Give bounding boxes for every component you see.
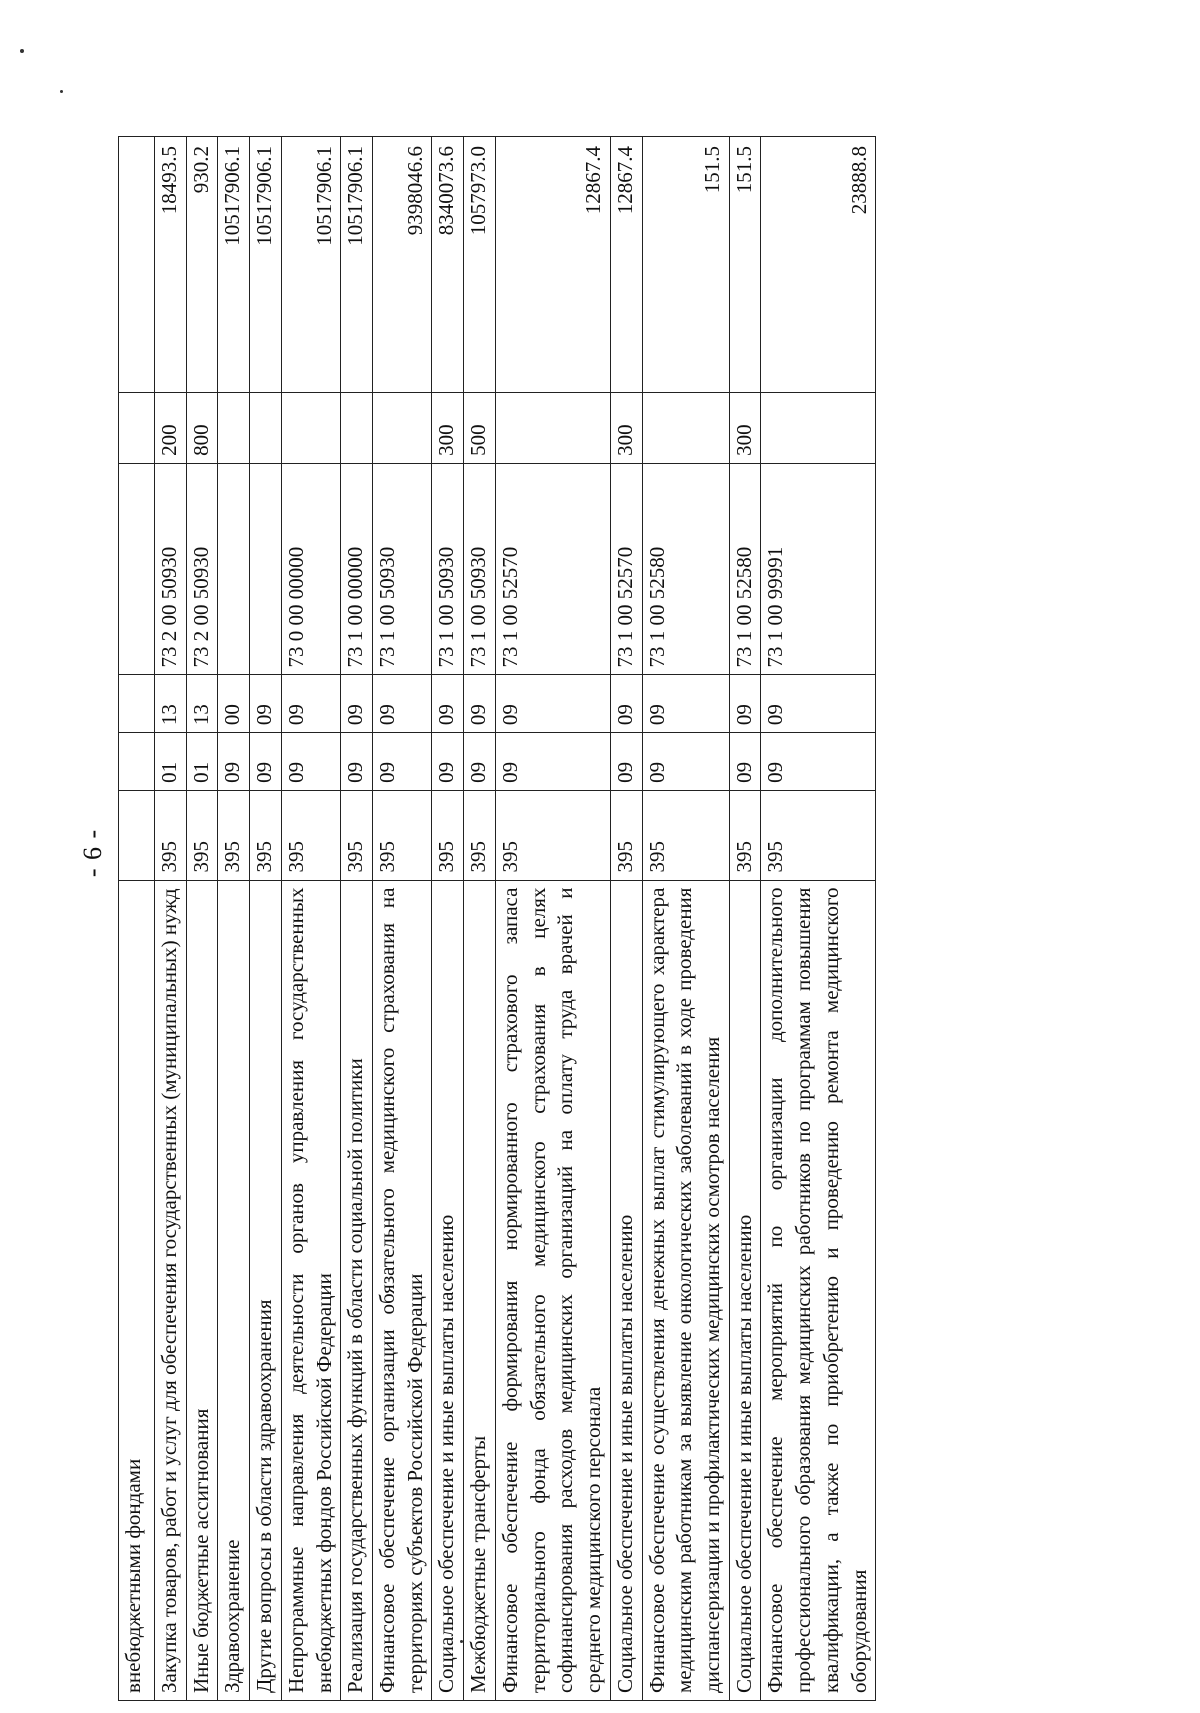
- cell-grbs: 395: [495, 790, 610, 880]
- cell-expense-type: 300: [610, 393, 642, 464]
- cell-expense-type: [218, 393, 250, 464]
- table-row: [610, 137, 642, 1701]
- cell-target-article: 73 0 00 00000: [281, 463, 340, 675]
- cell-section: 09: [495, 733, 610, 791]
- table-row: [373, 137, 432, 1701]
- cell-section: 09: [610, 733, 642, 791]
- cell-grbs: 395: [250, 790, 282, 880]
- cell-section: 09: [281, 733, 340, 791]
- cell-target-article: [218, 463, 250, 675]
- cell-target-article: 73 1 00 00000: [341, 463, 373, 675]
- cell-target-article: 73 2 00 50930: [186, 463, 218, 675]
- cell-expense-type: 500: [464, 393, 496, 464]
- cell-amount: [119, 137, 155, 393]
- table-row: [761, 137, 876, 1701]
- cell-amount: 10517906.1: [281, 137, 340, 393]
- cell-section: 09: [341, 733, 373, 791]
- cell-subsection: 13: [155, 675, 187, 733]
- table-row: [218, 137, 250, 1701]
- cell-expense-type: 300: [432, 393, 464, 464]
- cell-expense-type: [495, 393, 610, 464]
- table-row: [119, 137, 155, 1701]
- cell-target-article: [119, 463, 155, 675]
- cell-grbs: 395: [432, 790, 464, 880]
- cell-grbs: [119, 790, 155, 880]
- cell-amount: 10517906.1: [341, 137, 373, 393]
- cell-grbs: 395: [155, 790, 187, 880]
- cell-expense-type: [119, 393, 155, 464]
- cell-target-article: 73 1 00 52570: [495, 463, 610, 675]
- cell-amount: 18493.5: [155, 137, 187, 393]
- cell-section: 01: [186, 733, 218, 791]
- cell-subsection: 09: [495, 675, 610, 733]
- cell-section: 09: [373, 733, 432, 791]
- cell-amount: 151.5: [642, 137, 729, 393]
- cell-section: 09: [218, 733, 250, 791]
- cell-grbs: 395: [610, 790, 642, 880]
- cell-subsection: [119, 675, 155, 733]
- table-row: [729, 137, 761, 1701]
- cell-amount: 12867.4: [495, 137, 610, 393]
- cell-name: Финансовое обеспечение мероприятий по организации дополнительного профессионального образования медицинских работников по программам повышения квалификации, а также по приобретению и проведению ремонта медицинского оборудования: [761, 880, 876, 1700]
- cell-expense-type: [373, 393, 432, 464]
- cell-section: 09: [432, 733, 464, 791]
- cell-section: 09: [761, 733, 876, 791]
- cell-name: Финансовое обеспечение осуществления денежных выплат стимулирующего характера медицинским работникам за выявление онкологических заболеваний в ходе проведения диспансеризации и профилактических медицинских осмотров населения: [642, 880, 729, 1700]
- cell-amount: 930.2: [186, 137, 218, 393]
- cell-name: Социальное обеспечение и иные выплаты населению: [729, 880, 761, 1700]
- table-row: [341, 137, 373, 1701]
- cell-subsection: 09: [281, 675, 340, 733]
- cell-expense-type: [341, 393, 373, 464]
- table-row: [432, 137, 464, 1701]
- cell-grbs: 395: [341, 790, 373, 880]
- cell-target-article: 73 1 00 50930: [373, 463, 432, 675]
- cell-expense-type: [642, 393, 729, 464]
- table-row: [642, 137, 729, 1701]
- cell-grbs: 395: [642, 790, 729, 880]
- cell-section: 09: [464, 733, 496, 791]
- table-body: [119, 137, 876, 1701]
- cell-subsection: 09: [761, 675, 876, 733]
- cell-name: внебюджетными фондами: [119, 880, 155, 1700]
- table-row: [186, 137, 218, 1701]
- cell-expense-type: [281, 393, 340, 464]
- cell-amount: 12867.4: [610, 137, 642, 393]
- cell-target-article: [250, 463, 282, 675]
- budget-table: [118, 136, 876, 1701]
- cell-name: Другие вопросы в области здравоохранения: [250, 880, 282, 1700]
- cell-grbs: 395: [373, 790, 432, 880]
- cell-amount: 23888.8: [761, 137, 876, 393]
- cell-amount: 10517906.1: [250, 137, 282, 393]
- cell-name: Здравоохранение: [218, 880, 250, 1700]
- cell-expense-type: 300: [729, 393, 761, 464]
- cell-grbs: 395: [729, 790, 761, 880]
- table-row: [281, 137, 340, 1701]
- cell-name: Непрограммные направления деятельности органов управления государственных внебюджетных фондов Российской Федерации: [281, 880, 340, 1700]
- cell-grbs: 395: [218, 790, 250, 880]
- cell-target-article: 73 1 00 52570: [610, 463, 642, 675]
- cell-target-article: 73 2 00 50930: [155, 463, 187, 675]
- table-row: [464, 137, 496, 1701]
- cell-subsection: 09: [250, 675, 282, 733]
- cell-amount: 151.5: [729, 137, 761, 393]
- cell-section: 09: [250, 733, 282, 791]
- cell-name: Социальное обеспечение и иные выплаты населению: [432, 880, 464, 1700]
- cell-expense-type: 200: [155, 393, 187, 464]
- cell-target-article: 73 1 00 52580: [729, 463, 761, 675]
- cell-expense-type: [761, 393, 876, 464]
- cell-name: Закупка товаров, работ и услуг для обеспечения государственных (муниципальных) нужд: [155, 880, 187, 1700]
- cell-subsection: 09: [642, 675, 729, 733]
- cell-amount: 10517906.1: [218, 137, 250, 393]
- cell-subsection: 09: [464, 675, 496, 733]
- cell-grbs: 395: [281, 790, 340, 880]
- cell-target-article: 73 1 00 52580: [642, 463, 729, 675]
- cell-subsection: 09: [432, 675, 464, 733]
- cell-grbs: 395: [464, 790, 496, 880]
- scan-speck: [20, 49, 24, 53]
- cell-amount: 9398046.6: [373, 137, 432, 393]
- cell-section: 09: [642, 733, 729, 791]
- cell-section: [119, 733, 155, 791]
- table-row: [155, 137, 187, 1701]
- table-row: [250, 137, 282, 1701]
- cell-name: Реализация государственных функций в области социальной политики: [341, 880, 373, 1700]
- cell-name: Финансовое обеспечение формирования нормированного страхового запаса территориального фонда обязательного медицинского страхования в целях софинансирования расходов медицинских организаций на оплату труда врачей и среднего медицинского персонала: [495, 880, 610, 1700]
- cell-grbs: 395: [761, 790, 876, 880]
- cell-section: 01: [155, 733, 187, 791]
- cell-name: Иные бюджетные ассигнования: [186, 880, 218, 1700]
- cell-grbs: 395: [186, 790, 218, 880]
- cell-target-article: 73 1 00 99991: [761, 463, 876, 675]
- cell-amount: 8340073.6: [432, 137, 464, 393]
- cell-subsection: 00: [218, 675, 250, 733]
- cell-expense-type: [250, 393, 282, 464]
- scan-speck: [60, 90, 63, 93]
- scan-speck: [460, 1640, 463, 1643]
- cell-subsection: 09: [729, 675, 761, 733]
- cell-subsection: 09: [373, 675, 432, 733]
- cell-subsection: 09: [610, 675, 642, 733]
- cell-subsection: 13: [186, 675, 218, 733]
- cell-expense-type: 800: [186, 393, 218, 464]
- page-number: - 6 -: [78, 828, 107, 878]
- cell-name: Социальное обеспечение и иные выплаты населению: [610, 880, 642, 1700]
- cell-name: Межбюджетные трансферты: [464, 880, 496, 1700]
- cell-name: Финансовое обеспечение организации обязательного медицинского страхования на территориях субъектов Российской Федерации: [373, 880, 432, 1700]
- cell-subsection: 09: [341, 675, 373, 733]
- cell-target-article: 73 1 00 50930: [432, 463, 464, 675]
- cell-target-article: 73 1 00 50930: [464, 463, 496, 675]
- table-row: [495, 137, 610, 1701]
- cell-amount: 1057973.0: [464, 137, 496, 393]
- cell-section: 09: [729, 733, 761, 791]
